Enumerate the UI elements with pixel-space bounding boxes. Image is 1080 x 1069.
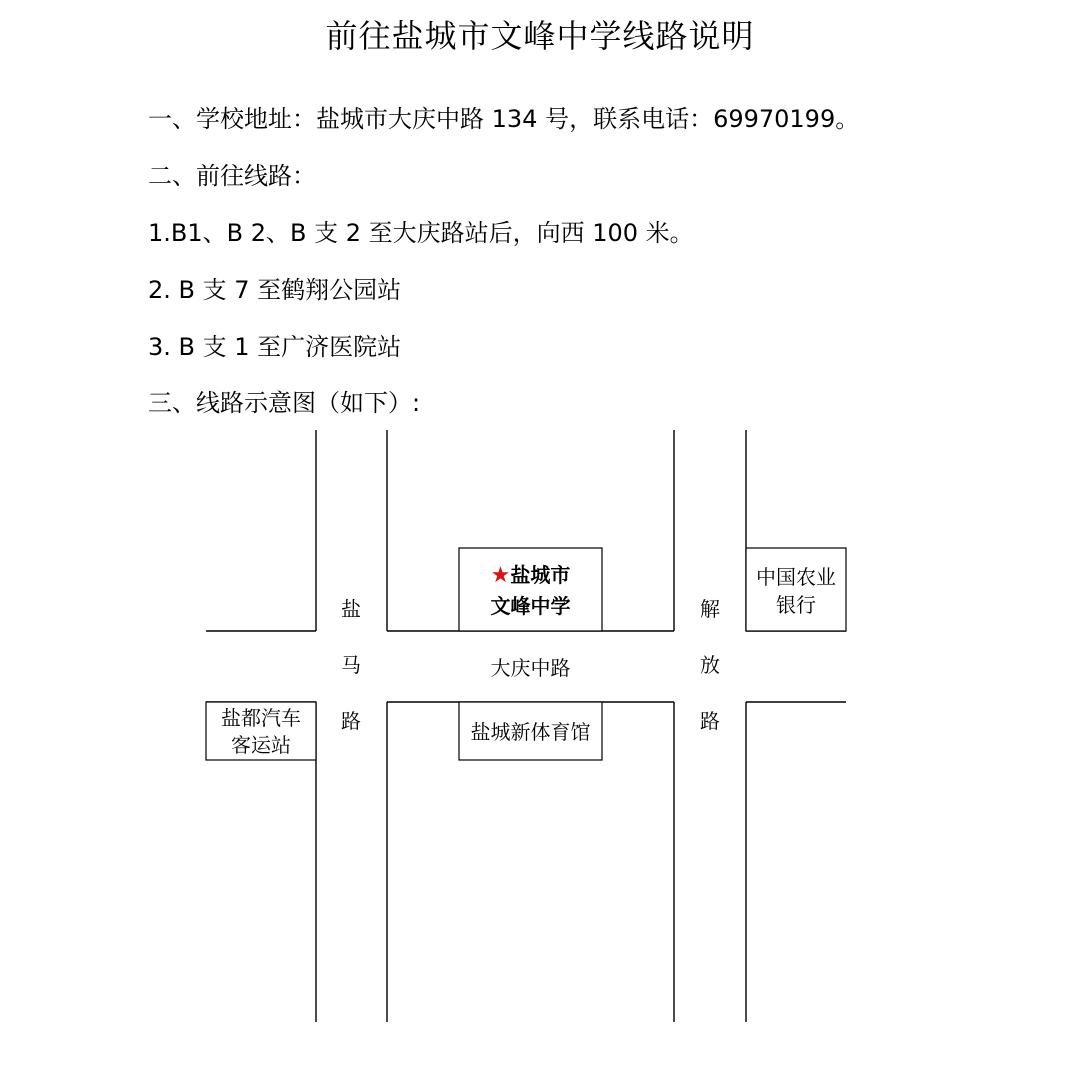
yanma-road-label-char-3: 路: [341, 709, 361, 733]
jiefang-road-label-char-3: 路: [700, 709, 720, 733]
route-item-1: 1.B1、B 2、B 支 2 至大庆路站后，向西 100 米。: [148, 219, 694, 247]
school-name-line-1: 盐城市: [510, 563, 571, 587]
red-star-icon: ★: [490, 563, 511, 588]
yanma-road-label-char-2: 马: [341, 653, 361, 677]
bus-station-label-line-2: 客运站: [231, 733, 291, 757]
bus-station-label-line-1: 盐都汽车: [221, 706, 301, 730]
page-title: 前往盐城市文峰中学线路说明: [325, 17, 755, 55]
school-label: [459, 560, 602, 621]
route-item-3: 3. B 支 1 至广济医院站: [148, 333, 402, 361]
jiefang-road-label-char-1: 解: [700, 597, 720, 621]
school-address-line: 一、学校地址：盐城市大庆中路 134 号，联系电话：69970199。: [148, 105, 860, 133]
jiefang-road-label-char-2: 放: [700, 653, 720, 677]
route-heading: 二、前往线路：: [148, 162, 316, 190]
school-name-line-2: 文峰中学: [490, 594, 571, 618]
daqing-road-label: 大庆中路: [490, 656, 571, 680]
bank-label-line-1: 中国农业: [756, 565, 836, 589]
map-heading: 三、线路示意图（如下）:: [148, 389, 421, 417]
stadium-label: 盐城新体育馆: [470, 720, 591, 744]
route-item-2: 2. B 支 7 至鹤翔公园站: [148, 276, 402, 304]
bank-label-line-2: 银行: [776, 593, 816, 617]
yanma-road-label-char-1: 盐: [341, 597, 361, 621]
